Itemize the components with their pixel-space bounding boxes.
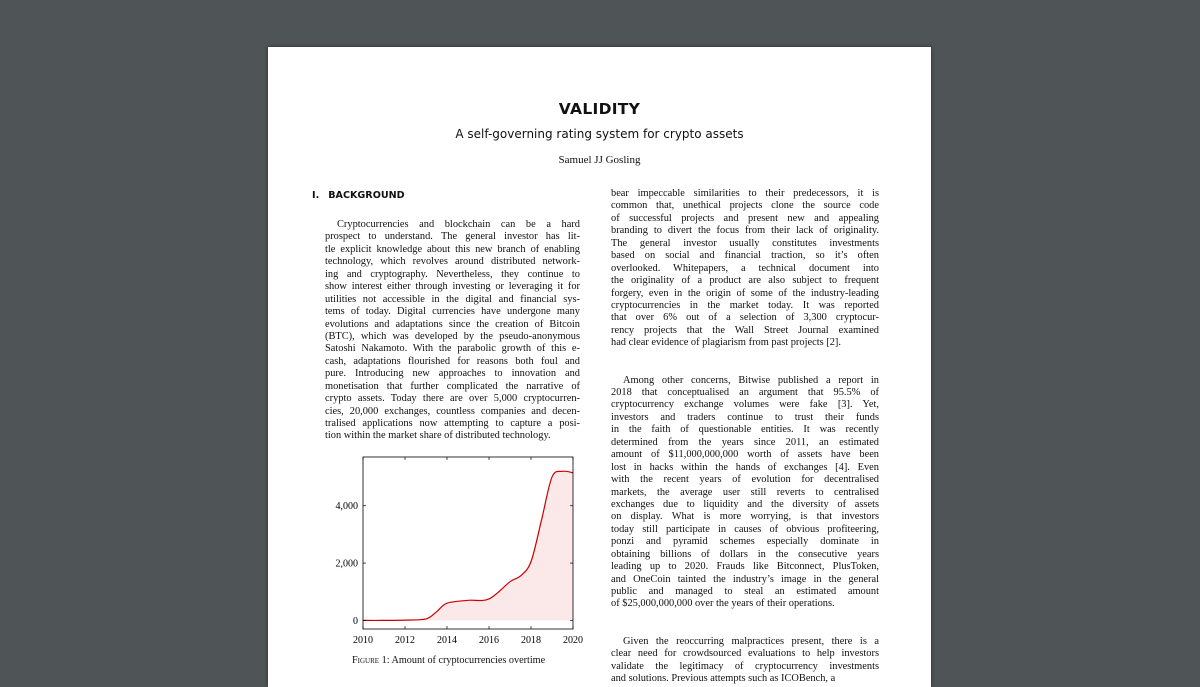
text-line: in the faith of questionable entities. It was recently (611, 424, 879, 436)
left-column-text (325, 219, 580, 443)
x-tick-label: 2014 (437, 635, 457, 646)
y-tick-label: 0 (353, 615, 358, 627)
text-line: 2018 that conceptualised an argument that 95.5% of (611, 387, 879, 398)
text-line: clear need for crowdsourced evaluations to help investors (611, 648, 879, 660)
paragraph-gap (611, 611, 879, 623)
text-line: show interest either through investing or leveraging it for (325, 281, 580, 293)
figure-caption-label: Figure 1: (352, 655, 390, 666)
paper-author: Samuel JJ Gosling (558, 154, 641, 166)
section-title: BACKGROUND (328, 190, 405, 201)
text-line: Satoshi Nakamoto. With the parabolic growth of this e- (325, 343, 580, 355)
text-line: Given the reoccurring malpractices present, there is a (623, 635, 879, 647)
paper-title: VALIDITY (558, 100, 641, 118)
text-line: on display. What is more worrying, is that investors (611, 511, 879, 523)
text-line: amount of $11,000,000,000 worth of assets have been (611, 449, 879, 461)
x-tick-label: 2018 (521, 635, 541, 646)
cryptocurrency-count-chart (328, 455, 590, 655)
x-tick-label: 2020 (563, 635, 583, 646)
text-line: with the recent years of evolution for decentralised (611, 474, 879, 486)
section-heading (312, 190, 405, 201)
x-tick-label: 2016 (479, 635, 499, 646)
paper-page (268, 47, 931, 687)
y-tick-label: 2,000 (335, 558, 358, 570)
text-line: leading up to 2020. Frauds like Bitconnect, PlusToken, (611, 561, 879, 573)
text-line: rency projects that the Wall Street Journal examined (611, 324, 879, 336)
text-line: pure. Introducing new approaches to innovation and (325, 368, 580, 380)
x-tick-label: 2012 (395, 635, 415, 646)
paper-subtitle: A self-governing rating system for crypto assets (455, 127, 744, 141)
text-line: and OneCoin tainted the industry’s image in the general (611, 573, 879, 585)
paragraph-gap (611, 362, 879, 374)
text-line: markets, the average user still reverts to centralised (611, 486, 879, 498)
section-number: I. (312, 190, 320, 201)
text-line: tems of today. Digital currencies have undergone many (325, 306, 580, 318)
text-line: utilities not accessible in the digital and financial sys- (325, 293, 580, 305)
text-line: Cryptocurrencies and blockchain can be a hard (337, 219, 580, 230)
text-line: ponzi and pyramid schemes especially dominate in (611, 536, 879, 548)
text-line: monetisation that further complicated the narrative of (325, 380, 580, 392)
text-line: technology, which revolves around distributed network- (325, 256, 580, 268)
text-line: based on social and financial traction, so it’s often (611, 250, 879, 262)
text-line: bear impeccable similarities to their predecessors, it is (611, 188, 879, 199)
text-line: that over 6% out of a selection of 3,300 cryptocur- (611, 312, 879, 324)
text-line: cryptocurrencies in the market today. It was reported (611, 299, 879, 311)
text-line: the originality of a product are also subject to frequent (611, 275, 879, 287)
y-tick-label: 4,000 (335, 501, 358, 513)
area-fill (363, 471, 573, 620)
text-line: cryptocurrency exchange volumes were fake [3]. Yet, (611, 399, 879, 411)
text-line: obtaining billions of dollars in the consecutive years (611, 548, 879, 560)
text-line: investors and traders continue to trust their funds (611, 411, 879, 423)
x-tick-label: 2010 (353, 635, 373, 646)
text-line: prospect to understand. The general investor has lit- (325, 231, 580, 243)
text-line: tralised applications now attempting to capture a posi- (325, 418, 580, 429)
text-line: common that, unethical projects clone the source code (611, 200, 879, 212)
text-line: today still participate in causes of obvious profiteering, (611, 523, 879, 535)
paragraph-gap (611, 623, 879, 635)
text-line: validate the legitimacy of cryptocurrency investments (611, 660, 879, 672)
figure-caption-text: Amount of cryptocurrencies overtime (391, 655, 546, 666)
text-line: and solutions. Previous attempts such as ICOBench, a (611, 673, 836, 685)
text-line: cies, 20,000 exchanges, countless companies and decen- (325, 405, 580, 417)
text-line: tion within the market share of distributed technology. (325, 430, 551, 442)
text-line: forgery, even in the origin of some of the industry-leading (611, 287, 879, 299)
text-line: Among other concerns, Bitwise published a report in (623, 374, 879, 386)
text-line: ing and cryptography. Nevertheless, they continue to (325, 268, 580, 280)
figure-1 (328, 455, 590, 675)
paragraph-gap (611, 350, 879, 362)
figure-caption (352, 655, 545, 666)
text-line: had clear evidence of plagiarism from past projects [2]. (611, 337, 841, 349)
text-line: crypto assets. Today there are over 5,000 cryptocurren- (325, 393, 580, 405)
text-line: branding to divert the focus from their lack of originality. (611, 225, 879, 237)
text-line: determined from the years since 2011, an estimated (611, 436, 879, 448)
text-line: exchanges due to liquidity and the diversity of assets (611, 498, 879, 510)
text-line: public and managed to steal an estimated amount (611, 586, 879, 597)
text-line: tle explicit knowledge about this new branch of enabling (325, 243, 580, 255)
text-line: of successful projects and present new and appealing (611, 212, 879, 224)
text-line: lost in hacks within the hands of exchanges [4]. Even (611, 461, 879, 473)
text-line: evolutions and adaptations since the creation of Bitcoin (325, 318, 580, 330)
text-line: of $25,000,000,000 over the years of their operations. (611, 598, 835, 610)
text-line: cash, adaptations flourished for reasons both foul and (325, 355, 580, 367)
text-line: The general investor usually constitutes investments (611, 237, 879, 249)
right-column-text (611, 188, 879, 686)
text-line: (BTC), which was developed by the pseudo-anonymous (325, 330, 580, 342)
text-line: overlooked. Whitepapers, a technical document into (611, 262, 879, 274)
